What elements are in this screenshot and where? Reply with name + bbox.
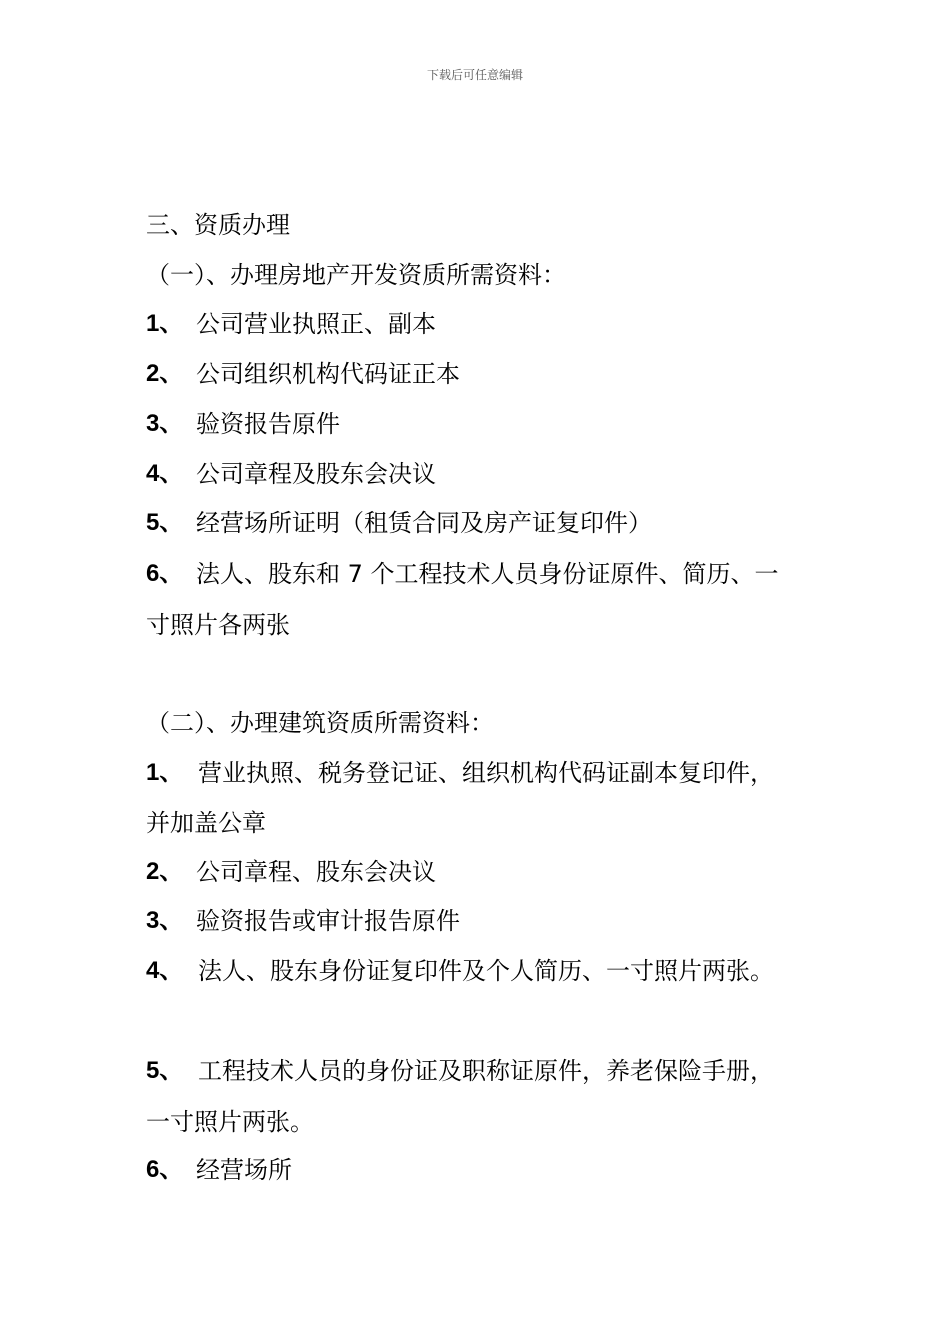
item-number: 5、 (146, 509, 184, 536)
part1-item-2 (146, 359, 460, 389)
part1-item-6-continuation: 寸照片各两张 (146, 611, 290, 639)
part2-item-1-continuation: 并加盖公章 (146, 809, 266, 837)
part2-item-5-continuation: 一寸照片两张。 (146, 1108, 314, 1136)
item-number: 2、 (146, 360, 184, 387)
part2-item-4 (146, 956, 774, 986)
part2-item-6 (146, 1155, 292, 1185)
part1-item-6 (146, 559, 779, 589)
item-text: 验资报告或审计报告原件 (196, 907, 460, 935)
part2-item-1 (146, 758, 774, 788)
item-number: 5、 (146, 1057, 184, 1084)
item-text: 公司章程及股东会决议 (196, 460, 436, 488)
item-number: 1、 (146, 310, 184, 337)
part1-item-1 (146, 309, 436, 339)
item-text: 经营场所 (196, 1156, 292, 1184)
part2-item-3 (146, 906, 460, 936)
part2-item-5 (146, 1056, 774, 1086)
item-number: 4、 (146, 460, 184, 487)
item-text: 验资报告原件 (196, 410, 340, 438)
part1-item-3 (146, 409, 340, 439)
item-text: 法人、股东身份证复印件及个人简历、一寸照片两张。 (198, 957, 774, 985)
part1-item-4 (146, 459, 436, 489)
item-number: 6、 (146, 560, 184, 587)
item-number: 4、 (146, 957, 184, 984)
part2-heading: （二）、办理建筑资质所需资料： (146, 709, 494, 737)
item-text: 营业执照、税务登记证、组织机构代码证副本复印件， (198, 759, 774, 787)
item-text: 公司章程、股东会决议 (196, 858, 436, 886)
part1-item-5 (146, 508, 652, 538)
header-note: 下载后可任意编辑 (426, 68, 523, 82)
part2-item-2 (146, 857, 436, 887)
item-number: 3、 (146, 907, 184, 934)
item-text: 公司组织机构代码证正本 (196, 360, 460, 388)
item-text: 工程技术人员的身份证及职称证原件，养老保险手册， (198, 1057, 774, 1085)
item-text: 公司营业执照正、副本 (196, 310, 436, 338)
item-number: 6、 (146, 1156, 184, 1183)
item-number: 2、 (146, 858, 184, 885)
item-text: 法人、股东和 7 个工程技术人员身份证原件、简历、一 (196, 560, 779, 588)
section-title: 三、资质办理 (146, 211, 290, 239)
item-text: 经营场所证明（租赁合同及房产证复印件） (196, 509, 652, 537)
item-number: 1、 (146, 759, 184, 786)
part1-heading: （一）、办理房地产开发资质所需资料： (146, 261, 566, 289)
item-number: 3、 (146, 410, 184, 437)
